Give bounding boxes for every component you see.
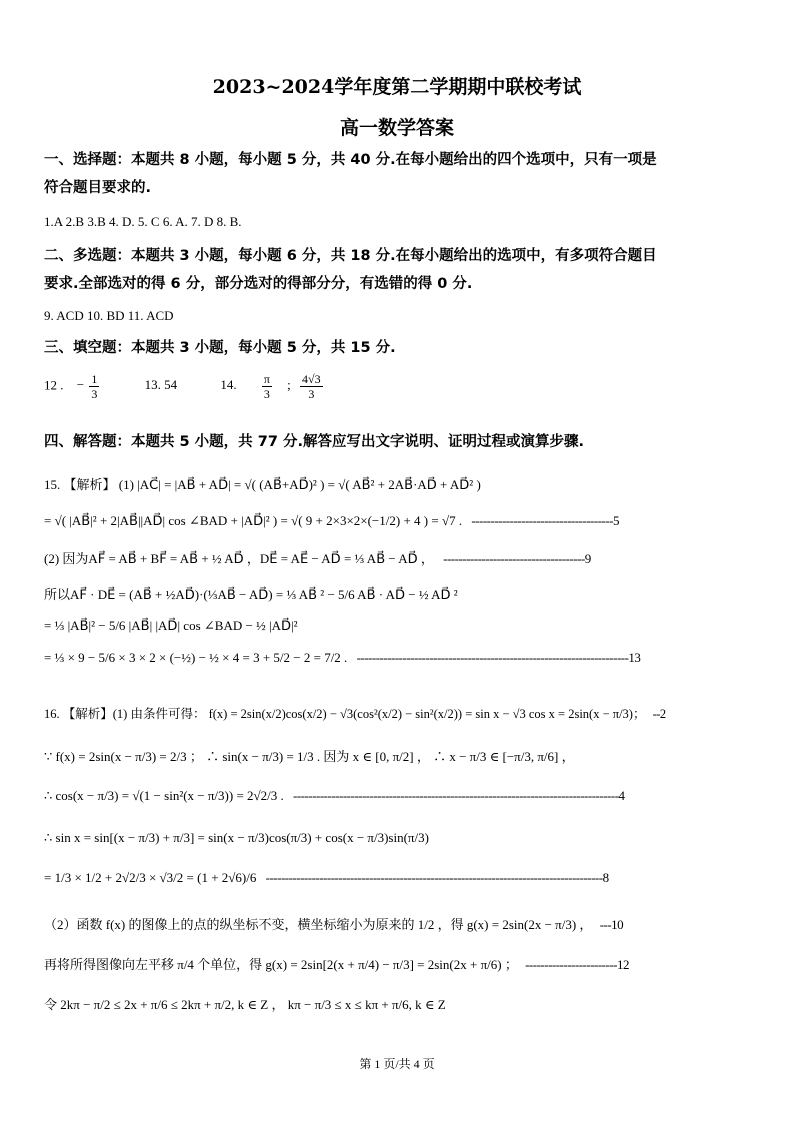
section1-answers: 1.A 2.B 3.B 4. D. 5. C 6. A. 7. D 8. B. [44,214,242,229]
q12-label: 12 . [44,377,64,393]
q15-score-9: -------------------------------------9 [443,551,591,566]
q16-line7 [44,954,629,973]
q16-line5-formula: = 1/3 × 1/2 + 2√2/3 × √3/2 = (1 + 2√6)/6 [44,870,257,885]
q14-label: 14. [220,377,237,393]
q16-line1-formula: 16. 【解析】(1) 由条件可得： f(x) = 2sin(x/2)cos(x/2) − √3(cos²(x/2) − sin²(x/2)) = sin x − √3 cos x = 2sin(x − π/3)； [44,707,646,721]
q15-line6 [44,650,640,666]
section1-heading-line1: 一、选择题：本题共 8 小题，每小题 5 分，共 40 分.在每小题给出的四个选项中，只有一项是 [44,152,657,168]
q15-line3-formula: (2) 因为AF⃗ = AB⃗ + BF⃗ = AB⃗ + ½ AD⃗ ，DE⃗ = AE⃗ − AD⃗ = ⅓ AB⃗ − AD⃗ ， [44,551,434,566]
section2-heading [44,242,754,298]
exam-subtitle: 高一数学答案 [339,117,454,139]
q14-b-denominator: 3 [308,387,315,401]
q12-fraction [89,372,99,401]
q16-line4: ∴ sin x = sin[(x − π/3) + π/3] = sin(x − π/3)cos(π/3) + cos(x − π/3)sin(π/3) [44,830,429,845]
q16-line6 [44,914,623,933]
q16-line1 [44,704,666,722]
section2-heading-line1: 二、多选题：本题共 3 小题，每小题 6 分，共 18 分.在每小题给出的选项中，有多项符合题目 [44,248,657,264]
q13-answer: 13. 54 [144,377,178,393]
q16-score-2: --2 [652,707,666,721]
q15-line1: 15. 【解析】 (1) |AC⃗| = |AB⃗ + AD⃗| = √( (AB⃗+AD⃗)² ) = √( AB⃗² + 2AB⃗·AD⃗ + AD⃗² ) [44,477,481,492]
section1-heading [44,146,754,202]
section4-heading: 四、解答题：本题共 5 小题，共 77 分.解答应写出文字说明、证明过程或演算步骤. [44,434,584,450]
q16-line3-formula: ∴ cos(x − π/3) = √(1 − sin²(x − π/3)) = 2√2/3 . [44,788,284,803]
q12-sign: − [76,377,85,393]
q12-denominator: 3 [91,387,98,401]
q14-separator: ; [287,377,291,393]
q15-score-13: -----------------------------------------------------------------------13 [356,650,641,665]
q14-fraction-a [262,372,272,401]
section2-heading-line2: 要求.全部选对的得 6 分，部分选对的得部分分，有选错的得 0 分. [44,276,473,292]
q16-score-8: ----------------------------------------------------------------------------------------8 [265,870,609,885]
section3-answers [44,372,325,401]
section2-answers: 9. ACD 10. BD 11. ACD [44,308,174,323]
q15-line3 [44,548,591,567]
q15-line2 [44,513,619,529]
q16-line5 [44,870,609,886]
q15-line5: = ⅓ |AB⃗|² − 5/6 |AB⃗| |AD⃗| cos ∠BAD − ½ |AD⃗|² [44,618,298,633]
q16-score-12: ------------------------12 [525,957,629,972]
q16-line3 [44,788,625,804]
section1-heading-line2: 符合题目要求的. [44,180,152,196]
q15-line4: 所以AF⃗ · DE⃗ = (AB⃗ + ½AD⃗)·(⅓AB⃗ − AD⃗) = ⅓ AB⃗ ² − 5/6 AB⃗ · AD⃗ − ½ AD⃗ ² [44,587,458,602]
q14-a-denominator: 3 [263,387,270,401]
q15-line2-formula: = √( |AB⃗|² + 2|AB⃗||AD⃗| cos ∠BAD + |AD⃗|² ) = √( 9 + 2×3×2×(−1/2) + 4 ) = √7 . [44,513,463,528]
q14-a-numerator: π [263,372,270,386]
q16-line8: 令 2kπ − π/2 ≤ 2x + π/6 ≤ 2kπ + π/2, k ∈ Z ， kπ − π/3 ≤ x ≤ kπ + π/6, k ∈ Z [44,997,446,1012]
q16-line2: ∵ f(x) = 2sin(x − π/3) = 2/3 ； ∴ sin(x − π/3) = 1/3 . 因为 x ∈ [0, π/2] ， ∴ x − π/3 ∈ [−π/3, π/6] ， [44,749,575,764]
q14-b-numerator: 4√3 [302,372,321,386]
exam-title: 2023~2024学年度第二学期期中联校考试 [212,76,582,98]
q16-score-10: ---10 [599,917,624,932]
q12-numerator: 1 [91,372,98,386]
q15-line6-formula: = ⅓ × 9 − 5/6 × 3 × 2 × (−½) − ½ × 4 = 3 + 5/2 − 2 = 7/2 . [44,650,348,665]
q14-fraction-b [300,372,323,401]
q16-score-4: -------------------------------------------------------------------------------------4 [293,788,625,803]
q15-score-5: -------------------------------------5 [471,513,620,528]
q16-line7-formula: 再将所得图像向左平移 π/4 个单位，得 g(x) = 2sin[2(x + π/4) − π/3] = 2sin(2x + π/6) ； [44,957,518,972]
q16-line6-formula: （2）函数 f(x) 的图像上的点的纵坐标不变，横坐标缩小为原来的 1/2 ，得 g(x) = 2sin(2x − π/3) ， [44,917,593,932]
page-footer: 第 1 页/共 4 页 [359,1057,435,1071]
section3-heading: 三、填空题：本题共 3 小题，每小题 5 分，共 15 分. [44,340,396,356]
